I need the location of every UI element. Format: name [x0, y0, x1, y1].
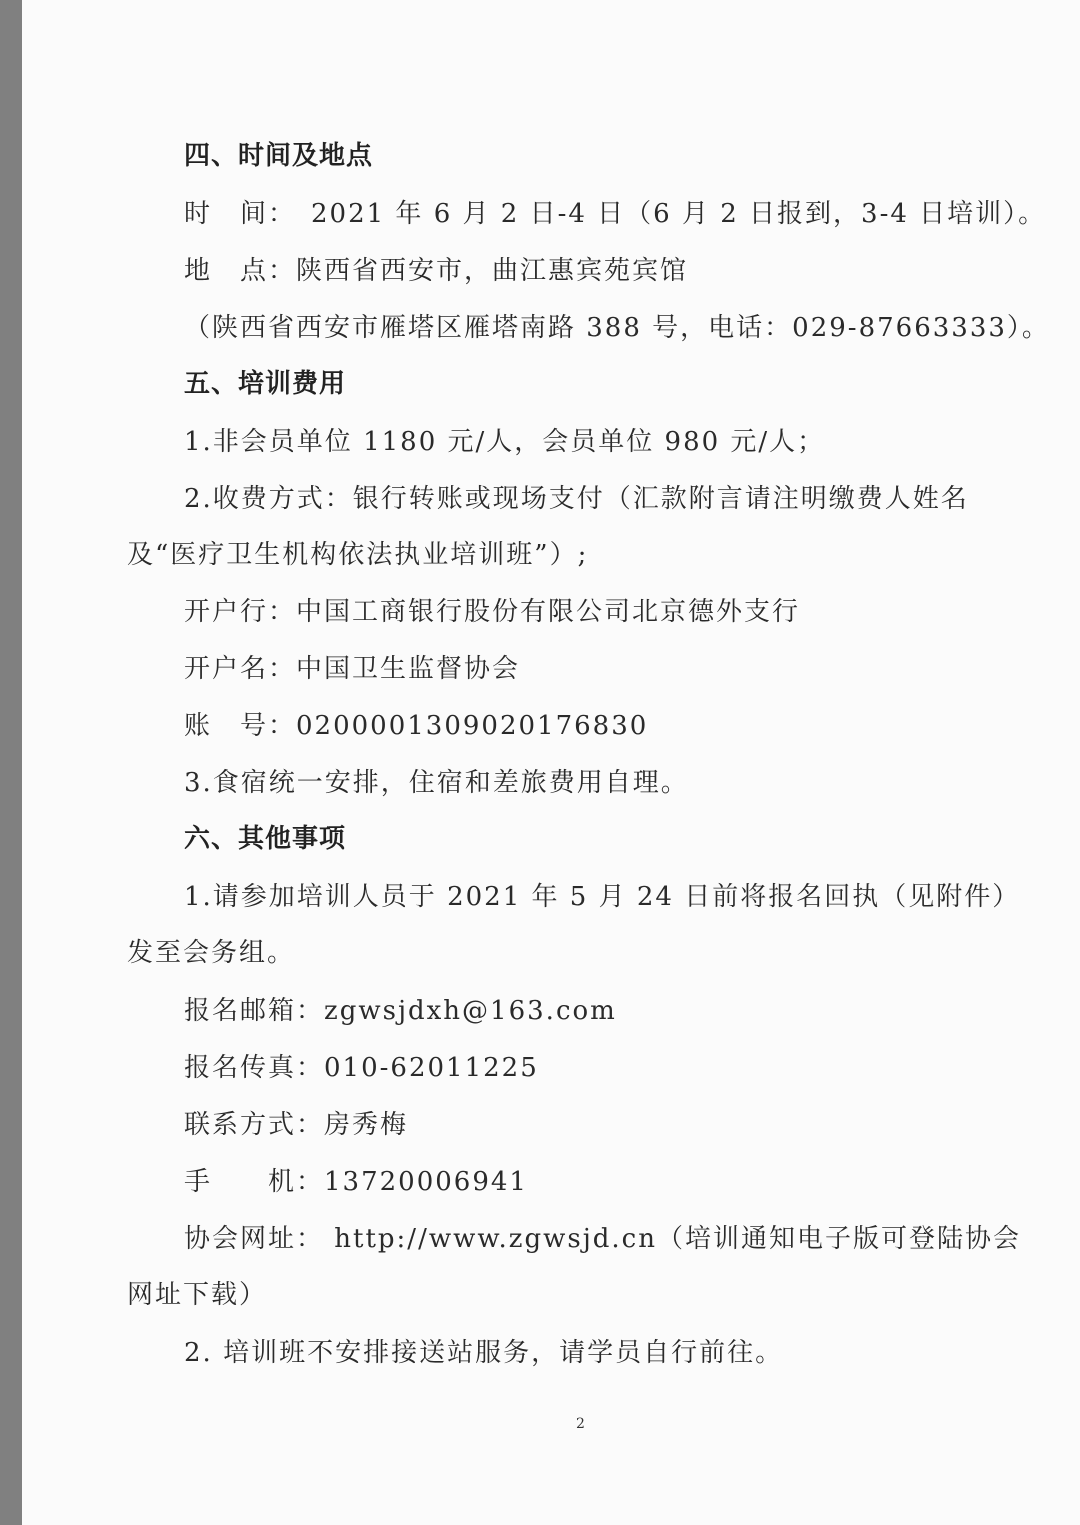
- other-item-1-line-2: 发至会务组。: [127, 938, 296, 968]
- fax-line: 报名传真：010-62011225: [184, 1053, 539, 1083]
- section-heading-fees: 五、培训费用: [184, 369, 347, 399]
- fee-item-1: 1.非会员单位 1180 元/人，会员单位 980 元/人；: [184, 427, 826, 457]
- website-line-2: 网址下载）: [127, 1280, 268, 1310]
- other-item-1-line-1: 1.请参加培训人员于 2021 年 5 月 24 日前将报名回执（见附件）: [184, 882, 1021, 912]
- account-name-line: 开户名：中国卫生监督协会: [184, 654, 521, 684]
- account-number-line: 账 号：0200001309020176830: [184, 711, 649, 741]
- website-line-1: 协会网址： http://www.zgwsjd.cn（培训通知电子版可登陆协会: [184, 1224, 1021, 1254]
- fee-item-3: 3.食宿统一安排，住宿和差旅费用自理。: [184, 768, 689, 798]
- document-page: [22, 0, 1080, 1525]
- email-line: 报名邮箱：zgwsjdxh@163.com: [184, 996, 617, 1026]
- fee-item-2-line-1: 2.收费方式：银行转账或现场支付（汇款附言请注明缴费人姓名: [184, 484, 969, 514]
- mobile-line: 手 机：13720006941: [184, 1167, 528, 1197]
- page-number: 2: [576, 1416, 585, 1432]
- address-line: （陕西省西安市雁塔区雁塔南路 388 号，电话：029-87663333）。: [184, 313, 1050, 343]
- section-heading-time-place: 四、时间及地点: [184, 141, 374, 171]
- fee-item-2-line-2: 及“医疗卫生机构依法执业培训班”）;: [127, 540, 589, 570]
- time-line: 时 间： 2021 年 6 月 2 日-4 日（6 月 2 日报到，3-4 日培训）。: [184, 199, 1047, 229]
- bank-line: 开户行：中国工商银行股份有限公司北京德外支行: [184, 597, 801, 627]
- other-item-2: 2. 培训班不安排接送站服务，请学员自行前往。: [184, 1338, 784, 1368]
- place-line: 地 点：陕西省西安市，曲江惠宾苑宾馆: [184, 256, 689, 286]
- section-heading-other: 六、其他事项: [184, 824, 347, 854]
- contact-line: 联系方式：房秀梅: [184, 1110, 409, 1140]
